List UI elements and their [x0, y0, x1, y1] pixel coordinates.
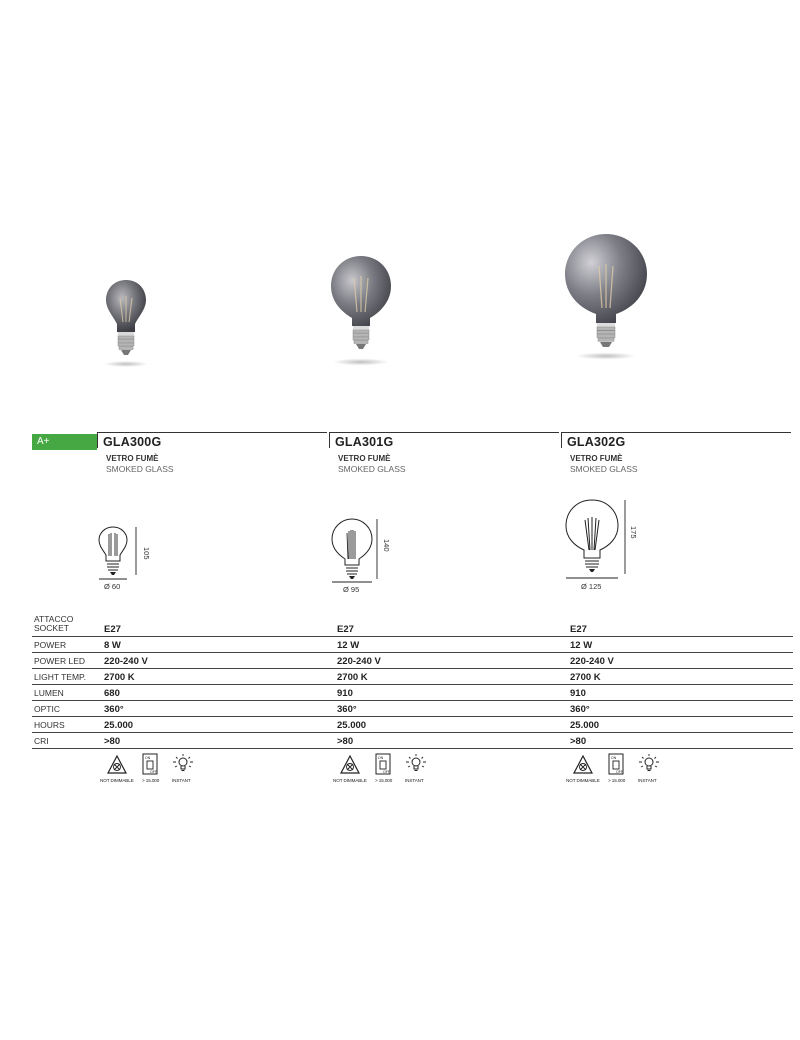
- switch-cycles-label: > 15.000: [608, 778, 626, 783]
- spec-row-rule: [32, 668, 793, 669]
- diameter-dimension: Ø 95: [343, 585, 360, 594]
- spec-row-rule: [32, 716, 793, 717]
- spec-value: >80: [104, 736, 121, 747]
- header-rule: [561, 432, 791, 433]
- glass-type-it: VETRO FUMÈ: [106, 454, 159, 463]
- spec-value: 680: [104, 688, 120, 699]
- header-rule: [97, 432, 327, 433]
- spec-value: 2700 K: [104, 672, 135, 683]
- spec-value: 220-240 V: [570, 656, 614, 667]
- bulb-photo-gla300g: [96, 276, 156, 371]
- feature-icons-gla302g: [566, 753, 666, 787]
- switch-on-text: ON: [378, 756, 384, 760]
- spec-row-rule: [32, 748, 793, 749]
- spec-value: 360°: [104, 704, 124, 715]
- spec-value: 910: [570, 688, 586, 699]
- spec-value: 360°: [337, 704, 357, 715]
- spec-label-lumen: LUMEN: [34, 688, 64, 698]
- height-dimension: 175: [629, 526, 638, 539]
- instant-label: INSTANT: [172, 778, 191, 783]
- spec-value: >80: [570, 736, 587, 747]
- switch-cycles-icon: [375, 753, 391, 775]
- height-dimension: 105: [142, 547, 151, 560]
- spec-value: 25.000: [570, 720, 600, 731]
- switch-cycles-icon: [142, 753, 158, 775]
- not-dimmable-label: NOT DIMMABLE: [566, 778, 600, 783]
- height-dimension: 140: [382, 539, 391, 552]
- switch-cycles-label: > 15.000: [142, 778, 160, 783]
- spec-label-cri: CRI: [34, 736, 49, 746]
- spec-value: 2700 K: [570, 672, 601, 683]
- bulb-photo-gla302g: [561, 228, 651, 368]
- spec-value: 910: [337, 688, 353, 699]
- spec-value: 8 W: [104, 640, 121, 651]
- feature-icons-gla301g: [333, 753, 433, 787]
- instant-light-icon: [638, 753, 660, 775]
- not-dimmable-label: NOT DIMMABLE: [333, 778, 367, 783]
- instant-label: INSTANT: [638, 778, 657, 783]
- spec-label-socket: [34, 615, 73, 633]
- spec-row-rule: [32, 652, 793, 653]
- dimension-drawing-gla301g: [331, 517, 411, 602]
- header-divider: [97, 432, 98, 448]
- spec-value: E27: [337, 624, 354, 635]
- product-code: GLA300G: [103, 435, 162, 449]
- spec-value: 12 W: [337, 640, 360, 651]
- not-dimmable-icon: [572, 754, 594, 776]
- spec-value: E27: [570, 624, 587, 635]
- product-code: GLA302G: [567, 435, 626, 449]
- switch-off-text: OFF: [616, 770, 623, 774]
- not-dimmable-label: NOT DIMMABLE: [100, 778, 134, 783]
- switch-on-text: ON: [145, 756, 151, 760]
- glass-type-en: SMOKED GLASS: [106, 464, 174, 474]
- dimension-drawing-gla302g: [565, 498, 655, 598]
- instant-light-icon: [405, 753, 427, 775]
- product-code: GLA301G: [335, 435, 394, 449]
- product-header-gla302g: [561, 432, 791, 474]
- spec-label-light-temp: LIGHT TEMP.: [34, 672, 86, 682]
- spec-value: 12 W: [570, 640, 593, 651]
- spec-value: 2700 K: [337, 672, 368, 683]
- spec-label-hours: HOURS: [34, 720, 65, 730]
- spec-row-rule: [32, 700, 793, 701]
- spec-value: 360°: [570, 704, 590, 715]
- bulb-photo-gla301g: [321, 250, 401, 370]
- spec-value: 220-240 V: [104, 656, 148, 667]
- instant-label: INSTANT: [405, 778, 424, 783]
- product-header-gla300g: [97, 432, 327, 474]
- feature-icons-gla300g: [100, 753, 200, 787]
- header-divider: [561, 432, 562, 448]
- switch-on-text: ON: [611, 756, 617, 760]
- switch-cycles-icon: [608, 753, 624, 775]
- glass-type-en: SMOKED GLASS: [570, 464, 638, 474]
- spec-value: >80: [337, 736, 354, 747]
- diameter-dimension: Ø 60: [104, 582, 121, 591]
- spec-value: 220-240 V: [337, 656, 381, 667]
- spec-label-optic: OPTIC: [34, 704, 60, 714]
- glass-type-en: SMOKED GLASS: [338, 464, 406, 474]
- not-dimmable-icon: [339, 754, 361, 776]
- not-dimmable-icon: [106, 754, 128, 776]
- header-rule: [329, 432, 559, 433]
- spec-row-rule: [32, 684, 793, 685]
- header-divider: [329, 432, 330, 448]
- spec-row-rule: [32, 636, 793, 637]
- spec-label-power: POWER: [34, 640, 67, 650]
- spec-value: 25.000: [337, 720, 367, 731]
- instant-light-icon: [172, 753, 194, 775]
- spec-row-rule: [32, 732, 793, 733]
- switch-cycles-label: > 15.000: [375, 778, 393, 783]
- spec-label-line: SOCKET: [34, 623, 69, 633]
- glass-type-it: VETRO FUMÈ: [570, 454, 623, 463]
- glass-type-it: VETRO FUMÈ: [338, 454, 391, 463]
- switch-off-text: OFF: [383, 770, 390, 774]
- spec-label-line: ATTACCO: [34, 614, 74, 624]
- switch-off-text: OFF: [150, 770, 157, 774]
- product-header-gla301g: [329, 432, 559, 474]
- spec-value: E27: [104, 624, 121, 635]
- dimension-drawing-gla300g: [96, 525, 166, 600]
- energy-class-badge: A+: [32, 434, 97, 450]
- diameter-dimension: Ø 125: [581, 582, 602, 591]
- spec-label-power-led: POWER LED: [34, 656, 86, 666]
- spec-value: 25.000: [104, 720, 134, 731]
